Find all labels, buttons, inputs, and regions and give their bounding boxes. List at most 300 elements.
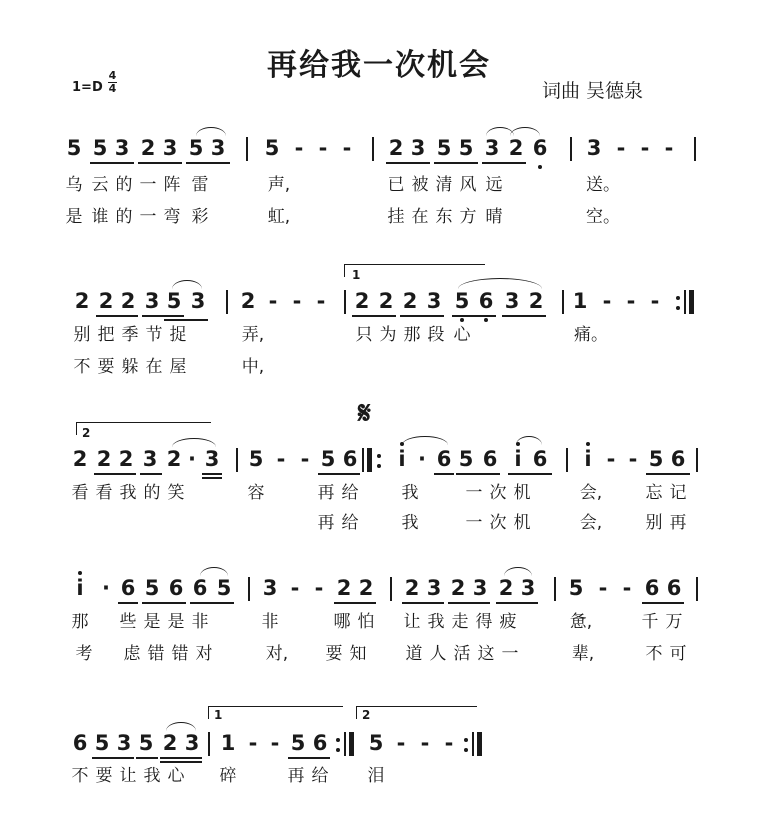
lyric-char: 谁 xyxy=(91,207,109,227)
lyric-char: 晴 xyxy=(485,207,503,227)
lyric-char: 疲 xyxy=(499,612,517,632)
slur-arc xyxy=(458,278,542,289)
lyric-char: 辈, xyxy=(571,644,595,664)
lyric-char: 被 xyxy=(411,175,429,195)
lyric-char: 非 xyxy=(261,612,279,632)
dash: - xyxy=(622,576,632,600)
bar-line xyxy=(694,137,696,161)
bar-line xyxy=(362,448,364,472)
note: 6 xyxy=(342,447,358,471)
dash: - xyxy=(276,447,286,471)
lyric-char: 非 xyxy=(191,612,209,632)
lyric-char: 容 xyxy=(247,483,265,503)
note: 2 xyxy=(140,136,156,160)
lyric-char: 挂 xyxy=(387,207,405,227)
lyric-char: 惫, xyxy=(569,612,593,632)
time-signature xyxy=(108,70,117,95)
lyrics-line-4a xyxy=(0,612,758,634)
bar-line xyxy=(246,137,248,161)
slur-arc xyxy=(172,280,202,289)
note: 2 xyxy=(354,289,370,313)
lyric-char: 我 xyxy=(401,513,419,533)
dash: - xyxy=(444,731,454,755)
lyrics-line-1a xyxy=(0,175,758,197)
underline-beam xyxy=(94,473,136,475)
song-title: 再给我一次机会 xyxy=(267,48,491,83)
dash: - xyxy=(628,447,638,471)
note: 2 xyxy=(388,136,404,160)
lyric-char: 中, xyxy=(241,357,265,377)
note: 3 xyxy=(204,447,220,471)
lyric-char: 泪 xyxy=(367,766,385,786)
bar-line xyxy=(554,577,556,601)
lyric-char: 的 xyxy=(115,207,133,227)
score-line-4 xyxy=(0,575,758,615)
note: 2 xyxy=(166,447,182,471)
lyric-char: 在 xyxy=(145,357,163,377)
lyric-char: 声, xyxy=(267,175,291,195)
note: 2 xyxy=(162,731,178,755)
dash: - xyxy=(270,731,280,755)
lyric-char: 风 xyxy=(459,175,477,195)
note: 3 xyxy=(410,136,426,160)
lyric-char: 会, xyxy=(579,483,603,503)
lyric-char: 给 xyxy=(311,766,329,786)
lyric-char: 要 xyxy=(97,357,115,377)
note: 3 xyxy=(262,576,278,600)
time-signature-bottom: 4 xyxy=(108,82,117,95)
note: 2 xyxy=(72,447,88,471)
underline-beam xyxy=(92,757,134,759)
bar-line xyxy=(226,290,228,314)
repeat-dots xyxy=(464,738,468,752)
note: 3 xyxy=(114,136,130,160)
lyric-char: 错 xyxy=(147,644,165,664)
dash: - xyxy=(640,136,650,160)
underline-beam xyxy=(190,602,234,604)
slur-arc xyxy=(402,436,448,445)
lyric-char: 再 xyxy=(669,513,687,533)
bar-line xyxy=(696,448,698,472)
note: 5 xyxy=(144,576,160,600)
repeat-dots xyxy=(336,738,340,752)
note: 6 xyxy=(72,731,88,755)
lyric-char: 虑 xyxy=(123,644,141,664)
underline-beam xyxy=(202,477,222,479)
lyric-char: 段 xyxy=(427,325,445,345)
note: 2 xyxy=(528,289,544,313)
note: 3 xyxy=(472,576,488,600)
underline-beam xyxy=(642,602,684,604)
note: 5 xyxy=(94,731,110,755)
note: 6 xyxy=(644,576,660,600)
note: 2 xyxy=(498,576,514,600)
lyric-char: 云 xyxy=(91,175,109,195)
note: 3 xyxy=(142,447,158,471)
lyric-char: 节 xyxy=(145,325,163,345)
bar-line xyxy=(472,732,474,756)
lyrics-line-1b xyxy=(0,207,758,229)
underline-beam xyxy=(160,761,202,763)
low-octave-dot xyxy=(484,318,488,322)
low-octave-dot xyxy=(460,318,464,322)
note: 5 xyxy=(436,136,452,160)
lyric-char: 虹, xyxy=(267,207,291,227)
lyric-char: 怕 xyxy=(357,612,375,632)
note: 1 xyxy=(572,289,588,313)
segno-sign: 𝄋 xyxy=(358,396,371,431)
lyrics-line-3a xyxy=(0,483,758,505)
dash: - xyxy=(664,136,674,160)
lyric-char: 让 xyxy=(403,612,421,632)
underline-beam xyxy=(202,473,222,475)
lyric-char: 送。 xyxy=(586,175,620,195)
end-repeat-bar xyxy=(689,290,694,314)
note: 3 xyxy=(484,136,500,160)
underline-beam xyxy=(352,315,396,317)
lyric-char: 已 xyxy=(387,175,405,195)
lyric-char: 活 xyxy=(453,644,471,664)
lyric-char: 可 xyxy=(669,644,687,664)
lyric-char: 我 xyxy=(119,483,137,503)
note: 2 xyxy=(98,289,114,313)
volta-number: 2 xyxy=(362,708,371,722)
high-octave-dot xyxy=(78,571,82,575)
lyric-char: 得 xyxy=(475,612,493,632)
underline-beam xyxy=(456,473,500,475)
lyric-char: 为 xyxy=(379,325,397,345)
dot: · xyxy=(418,447,426,471)
underline-beam xyxy=(386,162,430,164)
lyrics-line-4b xyxy=(0,644,758,666)
note: 3 xyxy=(190,289,206,313)
dash: - xyxy=(318,136,328,160)
lyric-char: 会, xyxy=(579,513,603,533)
bar-line xyxy=(236,448,238,472)
underline-beam xyxy=(496,602,538,604)
slur-arc xyxy=(200,567,228,576)
lyrics-line-5a xyxy=(0,766,758,788)
lyric-char: 笑 xyxy=(167,483,185,503)
key-signature: 1=D xyxy=(72,80,103,95)
note: i xyxy=(76,576,84,600)
dash: - xyxy=(314,576,324,600)
lyric-char: 对 xyxy=(195,644,213,664)
dash: - xyxy=(650,289,660,313)
lyric-char: 心 xyxy=(167,766,185,786)
dash: - xyxy=(316,289,326,313)
lyric-char: 记 xyxy=(669,483,687,503)
bar-line xyxy=(566,448,568,472)
bar-line xyxy=(562,290,564,314)
lyric-char: 的 xyxy=(143,483,161,503)
note: 2 xyxy=(240,289,256,313)
note: 2 xyxy=(118,447,134,471)
underline-beam xyxy=(186,162,230,164)
slur-arc xyxy=(510,127,540,136)
dash: - xyxy=(606,447,616,471)
dash: - xyxy=(294,136,304,160)
lyric-char: 要 xyxy=(325,644,343,664)
lyric-char: 清 xyxy=(435,175,453,195)
low-octave-dot xyxy=(538,165,542,169)
lyric-char: 阵 xyxy=(163,175,181,195)
underline-beam xyxy=(138,162,182,164)
note: 2 xyxy=(450,576,466,600)
underline-beam xyxy=(318,473,360,475)
lyric-char: 方 xyxy=(459,207,477,227)
lyric-char: 把 xyxy=(97,325,115,345)
note: 6 xyxy=(120,576,136,600)
note: 5 xyxy=(138,731,154,755)
dash: - xyxy=(626,289,636,313)
note: 3 xyxy=(162,136,178,160)
underline-beam xyxy=(164,319,208,321)
underline-beam xyxy=(508,473,552,475)
bar-line xyxy=(570,137,572,161)
note: 5 xyxy=(454,289,470,313)
slur-arc xyxy=(166,722,196,731)
note: 6 xyxy=(192,576,208,600)
lyric-char: 捉 xyxy=(169,325,187,345)
bar-line xyxy=(248,577,250,601)
volta-number: 1 xyxy=(352,268,361,282)
slur-arc xyxy=(504,567,532,576)
lyrics-line-2a xyxy=(0,325,758,347)
note: 6 xyxy=(532,447,548,471)
lyrics-line-3b xyxy=(0,513,758,535)
lyric-char: 痛。 xyxy=(574,325,608,345)
note: 2 xyxy=(378,289,394,313)
lyric-char: 一 xyxy=(465,483,483,503)
note: 3 xyxy=(504,289,520,313)
bar-line xyxy=(344,290,346,314)
note: 2 xyxy=(404,576,420,600)
dot: · xyxy=(188,447,196,471)
lyric-char: 看 xyxy=(95,483,113,503)
lyric-char: 季 xyxy=(121,325,139,345)
underline-beam xyxy=(434,162,478,164)
lyric-char: 不 xyxy=(71,766,89,786)
note: 5 xyxy=(568,576,584,600)
lyric-char: 知 xyxy=(349,644,367,664)
lyric-char: 要 xyxy=(95,766,113,786)
lyric-char: 一 xyxy=(501,644,519,664)
note: 6 xyxy=(168,576,184,600)
note: 5 xyxy=(320,447,336,471)
lyric-char: 是 xyxy=(167,612,185,632)
underline-beam xyxy=(400,315,444,317)
slur-arc xyxy=(516,436,542,445)
lyric-char: 一 xyxy=(139,207,157,227)
note: 3 xyxy=(144,289,160,313)
note: 1 xyxy=(220,731,236,755)
bar-line xyxy=(696,577,698,601)
note: 5 xyxy=(264,136,280,160)
note: 6 xyxy=(670,447,686,471)
score-line-5 xyxy=(0,730,758,770)
note: 5 xyxy=(92,136,108,160)
note: 5 xyxy=(648,447,664,471)
underline-beam xyxy=(502,315,546,317)
dash: - xyxy=(420,731,430,755)
repeat-dots xyxy=(377,454,381,468)
dash: - xyxy=(248,731,258,755)
lyric-char: 考 xyxy=(75,644,93,664)
dash: - xyxy=(268,289,278,313)
bar-line xyxy=(684,290,686,314)
lyric-char: 那 xyxy=(403,325,421,345)
note: 2 xyxy=(336,576,352,600)
dash: - xyxy=(602,289,612,313)
note: 6 xyxy=(478,289,494,313)
note: 3 xyxy=(210,136,226,160)
underline-beam xyxy=(140,473,162,475)
note: 2 xyxy=(402,289,418,313)
lyric-char: 雷 xyxy=(191,175,209,195)
volta-number: 2 xyxy=(82,426,91,440)
bar-line xyxy=(344,732,346,756)
lyric-char: 别 xyxy=(73,325,91,345)
note: 3 xyxy=(426,576,442,600)
dash: - xyxy=(396,731,406,755)
lyric-char: 给 xyxy=(341,483,359,503)
slur-arc xyxy=(196,127,226,136)
note: 5 xyxy=(66,136,82,160)
lyric-char: 再 xyxy=(287,766,305,786)
lyric-char: 走 xyxy=(451,612,469,632)
dot: · xyxy=(102,576,110,600)
bar-line xyxy=(208,732,210,756)
lyric-char: 不 xyxy=(73,357,91,377)
end-repeat-bar xyxy=(477,732,482,756)
lyric-char: 人 xyxy=(429,644,447,664)
lyric-char: 弯 xyxy=(163,207,181,227)
note: 5 xyxy=(248,447,264,471)
lyric-char: 次 xyxy=(489,483,507,503)
underline-beam xyxy=(142,602,186,604)
lyric-char: 别 xyxy=(645,513,663,533)
note: 6 xyxy=(312,731,328,755)
underline-beam xyxy=(160,757,202,759)
dash: - xyxy=(292,289,302,313)
lyric-char: 再 xyxy=(317,483,335,503)
lyric-char: 不 xyxy=(645,644,663,664)
note: 5 xyxy=(458,136,474,160)
lyric-char: 给 xyxy=(341,513,359,533)
volta-2 xyxy=(356,706,477,719)
lyric-char: 是 xyxy=(65,207,83,227)
note: 3 xyxy=(184,731,200,755)
slur-arc xyxy=(172,438,216,447)
lyric-char: 彩 xyxy=(191,207,209,227)
volta-1 xyxy=(208,706,343,719)
lyric-char: 碎 xyxy=(219,766,237,786)
lyric-char: 千 xyxy=(641,612,659,632)
dash: - xyxy=(300,447,310,471)
lyric-char: 弄, xyxy=(241,325,265,345)
note: 5 xyxy=(216,576,232,600)
lyric-char: 我 xyxy=(427,612,445,632)
lyric-char: 一 xyxy=(465,513,483,533)
lyric-char: 一 xyxy=(139,175,157,195)
underline-beam xyxy=(96,315,138,317)
volta-1 xyxy=(344,264,485,277)
note: 6 xyxy=(666,576,682,600)
note: 3 xyxy=(586,136,602,160)
note: 3 xyxy=(520,576,536,600)
underline-beam xyxy=(118,602,138,604)
lyric-char: 空。 xyxy=(586,207,620,227)
note: 5 xyxy=(290,731,306,755)
underline-beam xyxy=(452,315,496,317)
note: 2 xyxy=(358,576,374,600)
lyric-char: 些 xyxy=(119,612,137,632)
lyrics-line-2b xyxy=(0,357,758,379)
lyric-char: 是 xyxy=(143,612,161,632)
score-line-2 xyxy=(0,288,758,328)
note: 2 xyxy=(74,289,90,313)
underline-beam xyxy=(448,602,490,604)
lyric-char: 躲 xyxy=(121,357,139,377)
volta-number: 1 xyxy=(214,708,223,722)
bar-line xyxy=(372,137,374,161)
bar-line xyxy=(390,577,392,601)
lyric-char: 只 xyxy=(355,325,373,345)
note: 3 xyxy=(426,289,442,313)
lyric-char: 哪 xyxy=(333,612,351,632)
note: i xyxy=(514,447,522,471)
underline-beam xyxy=(334,602,376,604)
lyric-char: 忘 xyxy=(645,483,663,503)
underline-beam xyxy=(142,315,184,317)
lyric-char: 远 xyxy=(485,175,503,195)
lyric-char: 乌 xyxy=(65,175,83,195)
begin-repeat-bar xyxy=(367,448,372,472)
note: 3 xyxy=(116,731,132,755)
volta-2 xyxy=(76,422,211,435)
note: i xyxy=(584,447,592,471)
lyric-char: 屋 xyxy=(169,357,187,377)
lyric-char: 的 xyxy=(115,175,133,195)
note: 5 xyxy=(368,731,384,755)
underline-beam xyxy=(402,602,444,604)
score-line-1 xyxy=(0,135,758,175)
dash: - xyxy=(290,576,300,600)
score-line-3 xyxy=(0,446,758,486)
lyric-char: 万 xyxy=(665,612,683,632)
dash: - xyxy=(598,576,608,600)
lyric-char: 让 xyxy=(119,766,137,786)
note: 2 xyxy=(96,447,112,471)
lyric-char: 东 xyxy=(435,207,453,227)
composer-credit: 词曲 吴德泉 xyxy=(542,80,644,102)
note: 6 xyxy=(532,136,548,160)
lyric-char: 我 xyxy=(143,766,161,786)
underline-beam xyxy=(646,473,690,475)
lyric-char: 心 xyxy=(453,325,471,345)
high-octave-dot xyxy=(586,442,590,446)
note: 5 xyxy=(458,447,474,471)
lyric-char: 次 xyxy=(489,513,507,533)
lyric-char: 那 xyxy=(71,612,89,632)
lyric-char: 机 xyxy=(513,513,531,533)
dash: - xyxy=(616,136,626,160)
end-repeat-bar xyxy=(349,732,354,756)
repeat-dots xyxy=(676,296,680,310)
note: 6 xyxy=(436,447,452,471)
note: 2 xyxy=(508,136,524,160)
